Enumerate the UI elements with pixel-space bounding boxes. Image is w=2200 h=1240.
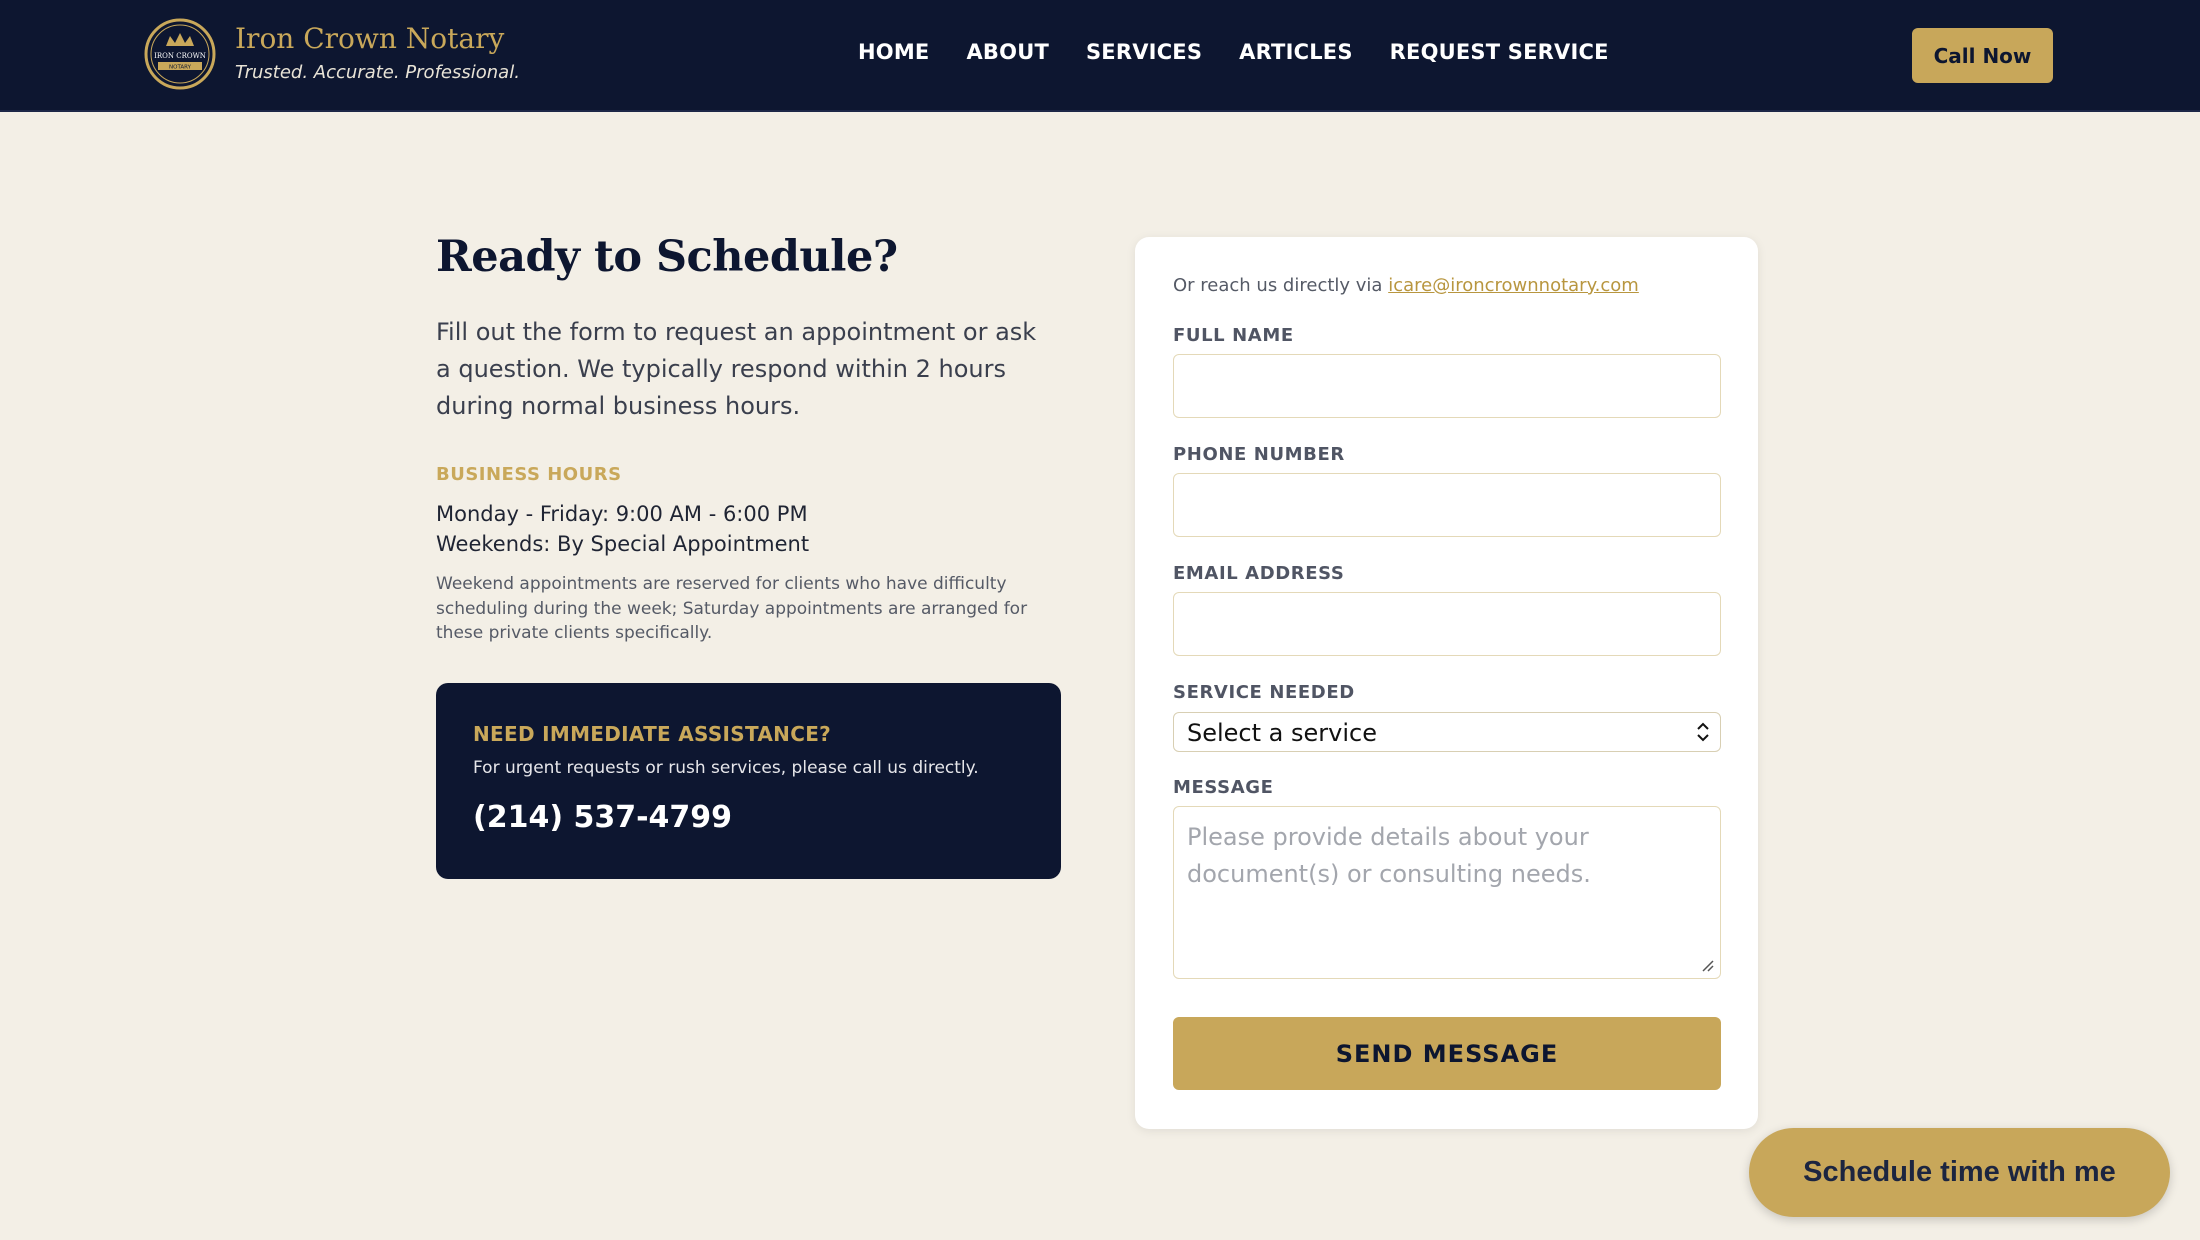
nav-services[interactable]: SERVICES <box>1085 40 1203 64</box>
page-title: Ready to Schedule? <box>436 232 898 282</box>
email-address-label: EMAIL ADDRESS <box>1173 563 1345 584</box>
full-name-input[interactable] <box>1173 354 1721 418</box>
message-label: MESSAGE <box>1173 777 1274 798</box>
hours-weekend: Weekends: By Special Appointment <box>436 532 810 556</box>
service-needed-label: SERVICE NEEDED <box>1173 682 1355 703</box>
nav-home[interactable]: HOME <box>858 40 930 64</box>
hours-weekday: Monday - Friday: 9:00 AM - 6:00 PM <box>436 502 808 526</box>
business-hours-label: BUSINESS HOURS <box>436 464 622 485</box>
site-header <box>0 0 2200 112</box>
reach-directly-text <box>1173 275 1639 296</box>
contact-form-card <box>1135 237 1758 1129</box>
phone-number-label: PHONE NUMBER <box>1173 444 1345 465</box>
logo-text-top: IRON CROWN <box>154 52 206 60</box>
assistance-card <box>436 683 1061 879</box>
message-textarea[interactable] <box>1173 806 1721 979</box>
brand-tagline: Trusted. Accurate. Professional. <box>235 62 520 83</box>
nav-about[interactable]: ABOUT <box>966 40 1049 64</box>
logo-text-bottom: NOTARY <box>169 64 191 71</box>
service-select[interactable] <box>1173 712 1721 752</box>
full-name-label: FULL NAME <box>1173 325 1294 346</box>
message-placeholder: Please provide details about your document(s) or consulting needs. <box>1187 823 1591 888</box>
email-address-input[interactable] <box>1173 592 1721 656</box>
main-nav <box>858 40 1609 64</box>
nav-articles[interactable]: ARTICLES <box>1239 40 1353 64</box>
nav-request-service[interactable]: REQUEST SERVICE <box>1389 40 1609 64</box>
resize-grip-icon[interactable] <box>1700 958 1714 972</box>
phone-number-input[interactable] <box>1173 473 1721 537</box>
assistance-title: NEED IMMEDIATE ASSISTANCE? <box>473 722 832 746</box>
assistance-text: For urgent requests or rush services, please call us directly. <box>473 758 979 778</box>
intro-text: Fill out the form to request an appointment or ask a question. We typically respond within 2 hours during normal business hours. <box>436 318 1037 420</box>
service-selected-value: Select a service <box>1187 719 1377 747</box>
assistance-phone[interactable]: (214) 537-4799 <box>473 800 733 835</box>
select-arrows-icon <box>1696 721 1710 743</box>
brand-name[interactable]: Iron Crown Notary <box>235 22 505 55</box>
call-now-button[interactable]: Call Now <box>1912 28 2053 83</box>
crown-seal-logo[interactable] <box>144 18 216 90</box>
email-link[interactable]: icare@ironcrownnotary.com <box>1388 275 1639 296</box>
hours-note: Weekend appointments are reserved for clients who have difficulty scheduling during the week; Saturday appointments are arranged for these private clients specifically. <box>436 574 1028 643</box>
send-message-button[interactable]: SEND MESSAGE <box>1173 1017 1721 1090</box>
reach-prefix: Or reach us directly via <box>1173 275 1389 296</box>
schedule-time-button[interactable]: Schedule time with me <box>1749 1128 2170 1217</box>
